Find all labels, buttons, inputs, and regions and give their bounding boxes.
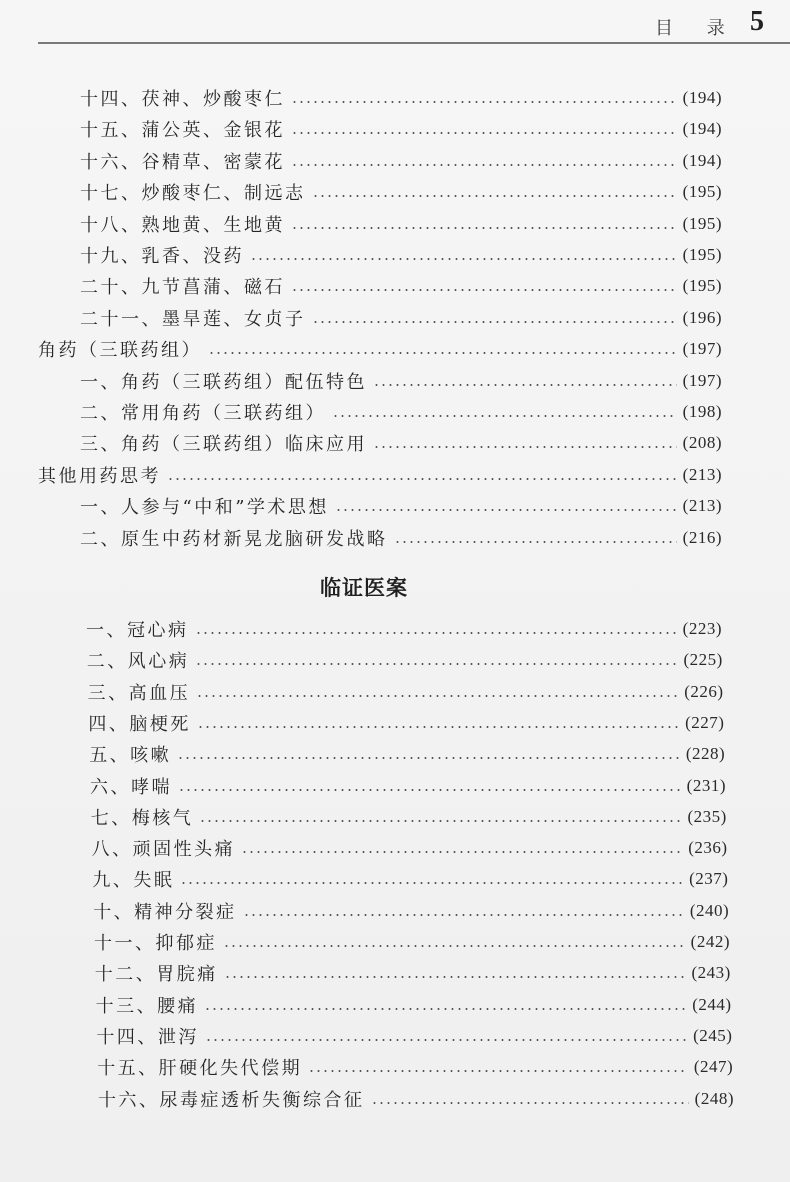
toc-entry-title: 三、角药（三联药组）临床应用 <box>80 434 367 456</box>
dot-leader <box>291 227 677 229</box>
toc-entry-title: 十六、尿毒症透析失衡综合征 <box>98 1089 365 1111</box>
toc-entry-page: (226) <box>684 681 724 701</box>
toc-entry <box>89 740 725 768</box>
toc-entry-title: 十九、乳香、没药 <box>80 246 244 267</box>
toc-entry-title: 角药（三联药组） <box>38 340 202 362</box>
dot-leader <box>208 352 677 354</box>
toc-entry <box>87 646 723 674</box>
toc-entry-page: (237) <box>689 869 729 889</box>
dot-leader <box>312 195 677 197</box>
toc-entry-page: (198) <box>682 402 722 421</box>
toc-entry-title: 五、咳嗽 <box>89 745 172 767</box>
toc-entry-title: 十一、抑郁症 <box>94 933 217 954</box>
toc-entry <box>96 991 732 1019</box>
dot-leader <box>394 541 677 543</box>
toc-entry <box>80 241 722 269</box>
toc-entry-page: (247) <box>693 1057 734 1077</box>
toc-entry-page: (244) <box>692 994 732 1014</box>
toc-entry <box>80 304 722 332</box>
toc-entry-title: 十六、谷精草、密蒙花 <box>80 151 285 173</box>
toc-entry <box>95 959 731 987</box>
toc-entry-page: (223) <box>682 619 722 638</box>
toc-entry <box>80 429 722 457</box>
toc-entry-page: (208) <box>682 433 722 453</box>
toc-entry <box>93 897 729 925</box>
dot-leader <box>180 882 683 884</box>
dot-leader <box>204 1008 686 1010</box>
toc-entry <box>80 147 722 175</box>
header-rule <box>38 42 790 44</box>
toc-entry-page: (236) <box>688 838 728 858</box>
toc-entry-title: 二十、九节菖蒲、磁石 <box>80 277 285 299</box>
toc-entry-title: 二、风心病 <box>86 651 190 673</box>
toc-entry <box>88 709 724 737</box>
toc-entry-title: 三、高血压 <box>87 682 191 704</box>
toc-entry <box>80 84 722 112</box>
toc-entry-page: (235) <box>687 806 727 826</box>
toc-entry-page: (195) <box>682 276 722 296</box>
dot-leader <box>335 509 677 511</box>
toc-entry-title: 十四、泄泻 <box>96 1026 199 1048</box>
dot-leader <box>291 164 677 166</box>
toc-entry-title: 十五、肝硬化失代偿期 <box>97 1058 303 1080</box>
toc-entry-title: 其他用药思考 <box>38 465 161 487</box>
toc-entry <box>91 803 727 831</box>
dot-leader <box>373 446 677 448</box>
toc-entry-page: (196) <box>682 307 722 327</box>
toc-entry <box>90 772 726 800</box>
toc-entry <box>92 865 728 893</box>
toc-entry-page: (248) <box>694 1088 734 1108</box>
section-title: 临证医案 <box>320 576 408 600</box>
toc-entry-title: 十四、茯神、炒酸枣仁 <box>80 89 285 110</box>
toc-entry <box>86 615 722 643</box>
dot-leader <box>205 1039 687 1041</box>
toc-entry-page: (213) <box>682 496 722 516</box>
dot-leader <box>291 289 677 291</box>
toc-entry-page: (194) <box>682 119 722 139</box>
toc-entry-title: 二、常用角药（三联药组） <box>80 403 326 424</box>
toc-entry-title: 四、脑梗死 <box>88 713 191 735</box>
toc-entry-title: 二、原生中药材新晃龙脑研发战略 <box>80 528 388 550</box>
toc-entry-title: 十、精神分裂症 <box>93 901 237 923</box>
toc-entry <box>80 272 722 300</box>
toc-entry-page: (213) <box>682 464 722 484</box>
toc-entry-page: (216) <box>682 527 722 547</box>
toc-entry <box>92 834 728 862</box>
toc-entry-page: (195) <box>682 182 722 202</box>
toc-entry <box>80 210 722 238</box>
toc-entry-page: (225) <box>683 650 723 670</box>
dot-leader <box>291 101 677 103</box>
toc-entry-page: (194) <box>682 150 722 170</box>
toc-entry-page: (194) <box>682 88 722 107</box>
toc-entry-title: 一、角药（三联药组）配伍特色 <box>80 371 367 393</box>
toc-entry-title: 八、顽固性头痛 <box>91 839 236 861</box>
toc-entry <box>80 115 722 143</box>
toc-entry-page: (245) <box>693 1025 733 1045</box>
dot-leader <box>332 415 677 417</box>
dot-leader <box>196 695 678 697</box>
dot-leader <box>178 789 681 791</box>
toc-entry-title: 十八、熟地黄、生地黄 <box>80 214 285 236</box>
toc-entry <box>38 461 722 489</box>
dot-leader <box>224 976 686 978</box>
toc-entry-title: 一、冠心病 <box>86 620 189 641</box>
toc-entry-title: 十七、炒酸枣仁、制远志 <box>80 183 306 205</box>
toc-entry <box>98 1085 734 1113</box>
toc-entry-page: (197) <box>682 370 722 390</box>
toc-entry <box>80 492 722 520</box>
toc-entry-page: (242) <box>690 932 730 951</box>
dot-leader <box>250 258 677 260</box>
toc-entry <box>80 178 722 206</box>
dot-leader <box>195 663 677 665</box>
toc-entry-title: 十五、蒲公英、金银花 <box>80 120 285 142</box>
dot-leader <box>167 478 677 480</box>
dot-leader <box>373 384 677 386</box>
toc-entry <box>96 1022 732 1050</box>
dot-leader <box>371 1102 689 1104</box>
toc-entry-page: (227) <box>685 712 725 732</box>
toc-entry <box>38 335 722 363</box>
dot-leader <box>177 757 680 759</box>
toc-entry <box>80 367 722 395</box>
toc-entry-page: (228) <box>685 744 726 764</box>
toc-entry-title: 七、梅核气 <box>90 807 194 829</box>
toc-entry <box>97 1053 733 1081</box>
dot-leader <box>223 945 685 947</box>
dot-leader <box>312 321 677 323</box>
dot-leader <box>243 914 684 916</box>
toc-entry-title: 九、失眠 <box>92 870 175 892</box>
toc-entry <box>88 678 724 706</box>
toc-entry-title: 二十一、墨旱莲、女贞子 <box>80 308 306 330</box>
toc-entry <box>80 398 722 426</box>
dot-leader <box>197 726 679 728</box>
toc-entry-page: (195) <box>682 213 722 233</box>
toc-entry-page: (197) <box>682 339 722 359</box>
dot-leader <box>291 132 677 134</box>
dot-leader <box>195 632 677 634</box>
toc-entry-title: 一、人参与“中和”学术思想 <box>80 497 329 519</box>
toc-entry <box>94 928 730 956</box>
toc-entry-title: 十三、腰痛 <box>95 995 199 1017</box>
dot-leader <box>241 851 682 853</box>
toc-entry-title: 六、哮喘 <box>90 776 172 798</box>
dot-leader <box>199 820 681 822</box>
toc-entry <box>80 524 722 552</box>
toc-entry-page: (240) <box>689 900 730 920</box>
running-header-page-number: 5 <box>750 6 764 37</box>
dot-leader <box>308 1070 688 1072</box>
toc-entry-title: 十二、胃脘痛 <box>94 964 218 986</box>
toc-entry-page: (243) <box>691 963 731 983</box>
toc-entry-page: (231) <box>686 775 726 795</box>
running-header-title: 目 录 <box>655 18 739 39</box>
toc-entry-page: (195) <box>682 245 722 264</box>
